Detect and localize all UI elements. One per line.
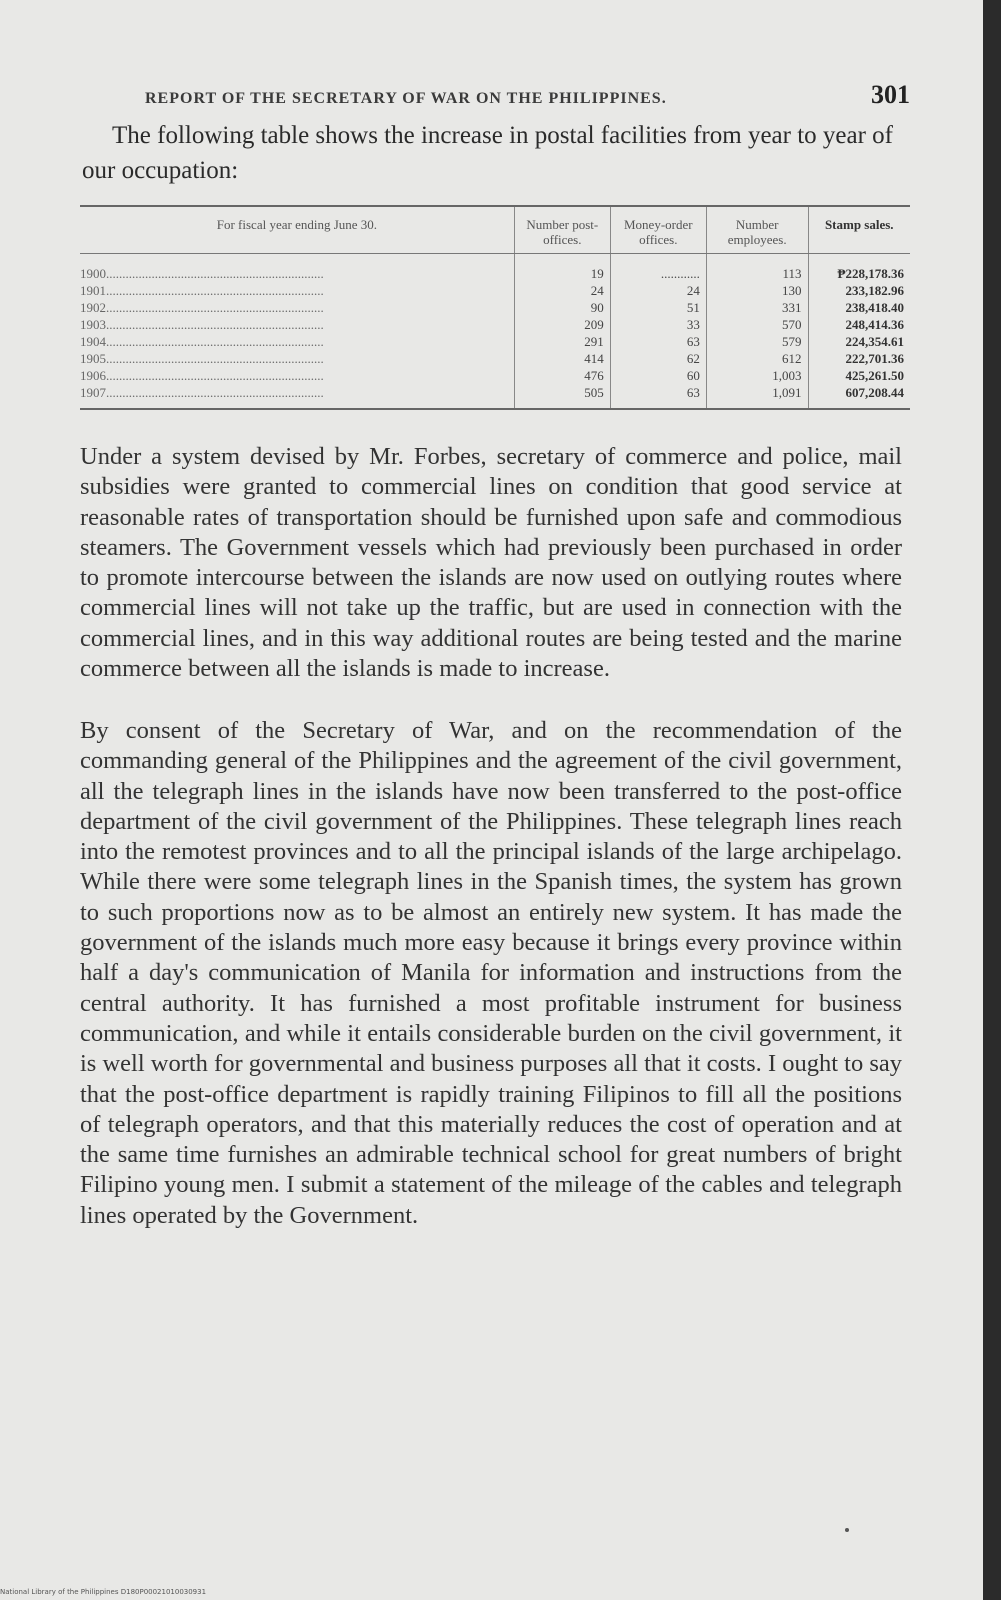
cell-stamp-sales: 248,414.36 [808,316,910,333]
cell-post-offices: 505 [514,384,610,409]
scan-speck [845,1528,849,1532]
cell-money-order: 62 [610,350,706,367]
table-row [80,384,910,409]
col-header-employees: Number employees. [706,206,808,254]
cell-post-offices: 19 [514,254,610,283]
cell-stamp-sales: 233,182.96 [808,282,910,299]
cell-post-offices: 24 [514,282,610,299]
cell-employees: 130 [706,282,808,299]
year-value: 1905 [80,351,106,366]
cell-money-order: 24 [610,282,706,299]
year-value: 1904 [80,334,106,349]
year-value: 1907 [80,385,106,400]
cell-stamp-sales: 222,701.36 [808,350,910,367]
cell-employees: 570 [706,316,808,333]
cell-stamp-sales: 425,261.50 [808,367,910,384]
year-value: 1902 [80,300,106,315]
running-head: REPORT OF THE SECRETARY OF WAR ON THE PHILIPPINES. [145,90,667,107]
cell-employees: 331 [706,299,808,316]
cell-employees: 1,091 [706,384,808,409]
cell-money-order: 60 [610,367,706,384]
cell-money-order: 63 [610,333,706,350]
page-number: 301 [871,80,910,109]
table-row [80,333,910,350]
cell-year [80,367,514,384]
col-header-year: For fiscal year ending June 30. [80,206,514,254]
dot-leader: ................................................................... [106,266,324,281]
table-header-row [80,206,910,254]
dot-leader: ................................................................... [106,317,324,332]
dot-leader: ................................................................... [106,351,324,366]
cell-money-order: 51 [610,299,706,316]
cell-employees: 113 [706,254,808,283]
col-header-money-order: Money-order offices. [610,206,706,254]
cell-stamp-sales: 224,354.61 [808,333,910,350]
col-header-stamp-sales: Stamp sales. [808,206,910,254]
year-value: 1903 [80,317,106,332]
cell-stamp-sales: 607,208.44 [808,384,910,409]
table-body [80,254,910,410]
cell-post-offices: 476 [514,367,610,384]
cell-year [80,350,514,367]
paragraph-mail-subsidies: Under a system devised by Mr. Forbes, secretary of commerce and police, mail subsidies were granted to commercial lines on condition that good service at reasonable rates of transportation should be furnished upon safe and commodious steamers. The Government vessels which had previously been purchased in order to promote intercourse between the islands are now used on outlying routes where commercial lines will not take up the traffic, but are used in connection with the commercial lines, and in this way additional routes are being tested and the marine commerce between all the islands is made to increase. [80,443,902,683]
dot-leader: ................................................................... [106,300,324,315]
cell-post-offices: 414 [514,350,610,367]
intro-text: The following table shows the increase in postal facilities from year to year of our occupation: [82,122,893,184]
cell-money-order: 63 [610,384,706,409]
cell-post-offices: 90 [514,299,610,316]
scan-footer-label: National Library of the Philippines D180P00021010030931 [0,1588,207,1596]
cell-year [80,316,514,333]
table-row [80,254,910,283]
cell-post-offices: 291 [514,333,610,350]
year-value: 1900 [80,266,106,281]
dot-leader: ................................................................... [106,385,324,400]
col-header-post-offices: Number post-offices. [514,206,610,254]
cell-money-order: ............ [610,254,706,283]
scan-edge [983,0,1001,1600]
postal-facilities-table-wrap [80,205,910,410]
cell-year [80,299,514,316]
table-row [80,282,910,299]
cell-year [80,333,514,350]
cell-employees: 612 [706,350,808,367]
cell-employees: 579 [706,333,808,350]
cell-stamp-sales: 238,418.40 [808,299,910,316]
page-header [145,80,910,110]
table-row [80,299,910,316]
cell-year [80,384,514,409]
year-value: 1901 [80,283,106,298]
dot-leader: ................................................................... [106,283,324,298]
cell-employees: 1,003 [706,367,808,384]
table-row [80,316,910,333]
year-value: 1906 [80,368,106,383]
cell-year [80,282,514,299]
paragraph-telegraph-lines: By consent of the Secretary of War, and on the recommendation of the commanding general of the Philippines and the agreement of the civil government, all the telegraph lines in the islands have now been transferred to the post-office department of the civil government of the Philippines. These telegraph lines reach into the remotest provinces and to all the principal islands of the large archipelago. While there were some telegraph lines in the Spanish times, the system has grown to such proportions now as to be almost an entirely new system. It has made the government of the islands much more easy because it brings every province within half a day's communication of Manila for information and instructions from the central authority. It has furnished a most profitable instrument for business communication, and while it entails considerable burden on the civil government, it is well worth for governmental and business purposes all that it costs. I ought to say that the post-office department is rapidly training Filipinos to fill all the positions of telegraph operators, and that this materially reduces the cost of operation and at the same time furnishes an admirable technical school for great numbers of bright Filipino young men. I submit a statement of the mileage of the cables and telegraph lines operated by the Government. [80,717,902,1229]
postal-facilities-table [80,205,910,410]
cell-year [80,254,514,283]
table-row [80,350,910,367]
cell-stamp-sales: ₱228,178.36 [808,254,910,283]
cell-post-offices: 209 [514,316,610,333]
cell-money-order: 33 [610,316,706,333]
table-row [80,367,910,384]
dot-leader: ................................................................... [106,368,324,383]
dot-leader: ................................................................... [106,334,324,349]
